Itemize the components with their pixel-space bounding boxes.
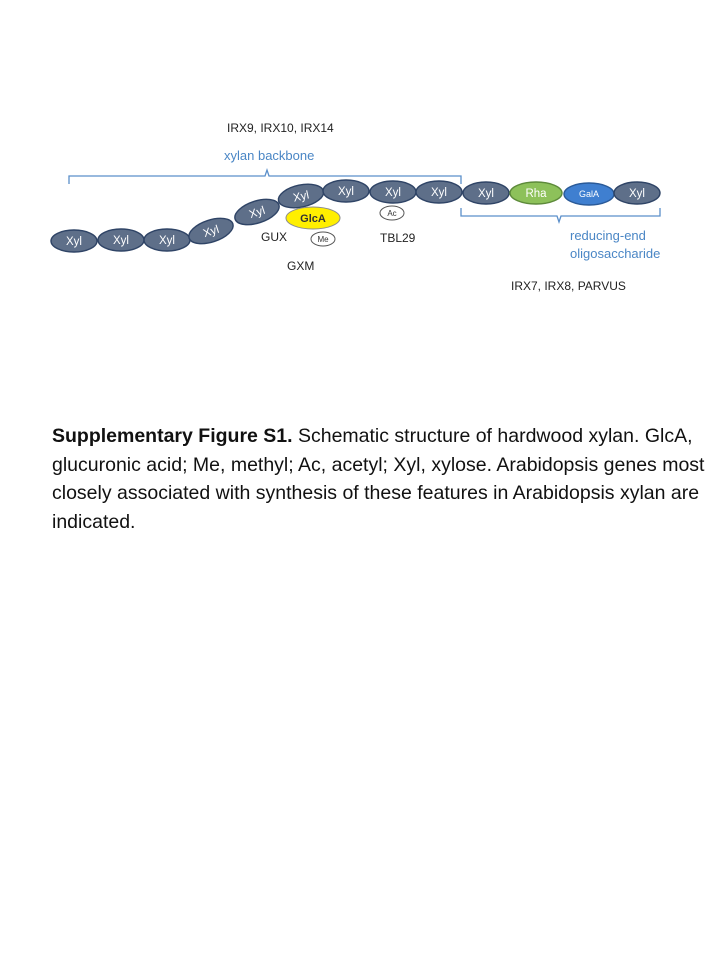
caption-title: Supplementary Figure S1. bbox=[52, 425, 293, 447]
gux-label: GUX bbox=[261, 230, 288, 244]
svg-text:Xyl: Xyl bbox=[66, 236, 82, 248]
rha-residue bbox=[510, 182, 562, 204]
svg-text:Ac: Ac bbox=[387, 209, 397, 218]
svg-text:Xyl: Xyl bbox=[385, 187, 401, 199]
svg-text:Xyl: Xyl bbox=[478, 188, 494, 200]
xylan-structure-diagram bbox=[0, 0, 720, 340]
svg-text:Xyl: Xyl bbox=[338, 186, 354, 198]
svg-text:Xyl: Xyl bbox=[159, 235, 175, 247]
svg-text:GalA: GalA bbox=[578, 189, 600, 199]
xyl-residue bbox=[323, 180, 369, 202]
svg-text:GlcA: GlcA bbox=[300, 213, 326, 225]
xyl-residue bbox=[370, 181, 416, 203]
xyl-residue bbox=[463, 182, 509, 204]
reducing-end-label: reducing-end bbox=[570, 228, 646, 243]
svg-text:Xyl: Xyl bbox=[113, 235, 129, 247]
xylan-backbone-label: xylan backbone bbox=[224, 148, 315, 163]
gala-residue bbox=[564, 183, 614, 205]
xyl-residue bbox=[416, 181, 462, 203]
xyl-residue bbox=[186, 213, 237, 248]
svg-text:Me: Me bbox=[317, 235, 329, 244]
svg-text:Xyl: Xyl bbox=[201, 223, 221, 241]
figure-caption bbox=[52, 422, 712, 536]
xyl-residue bbox=[232, 194, 283, 229]
svg-text:Xyl: Xyl bbox=[431, 187, 447, 199]
tbl29-label: TBL29 bbox=[380, 231, 416, 245]
backbone-genes-label: IRX9, IRX10, IRX14 bbox=[227, 121, 334, 135]
svg-text:Xyl: Xyl bbox=[292, 189, 311, 205]
reducing-end-genes-label: IRX7, IRX8, PARVUS bbox=[511, 279, 626, 293]
acetyl-group bbox=[380, 206, 404, 220]
gxm-label: GXM bbox=[287, 259, 315, 273]
methyl-group bbox=[311, 232, 335, 246]
xyl-residue bbox=[144, 229, 190, 251]
glca-residue bbox=[286, 207, 340, 229]
svg-text:Xyl: Xyl bbox=[247, 204, 267, 222]
xyl-residue bbox=[98, 229, 144, 251]
svg-text:Xyl: Xyl bbox=[629, 188, 645, 200]
svg-text:Rha: Rha bbox=[525, 188, 547, 200]
xyl-residue bbox=[614, 182, 660, 204]
xyl-residue bbox=[51, 230, 97, 252]
oligosaccharide-label: oligosaccharide bbox=[570, 246, 661, 261]
reducing-end-bracket bbox=[461, 208, 660, 222]
caption-text: Schematic structure of hardwood xylan. GlcA, glucuronic acid; Me, methyl; Ac, acetyl; Xyl, xylose. Arabidopsis genes most closely associated with synthesis of these features in Arabidopsis xylan are indicated. bbox=[52, 425, 705, 533]
